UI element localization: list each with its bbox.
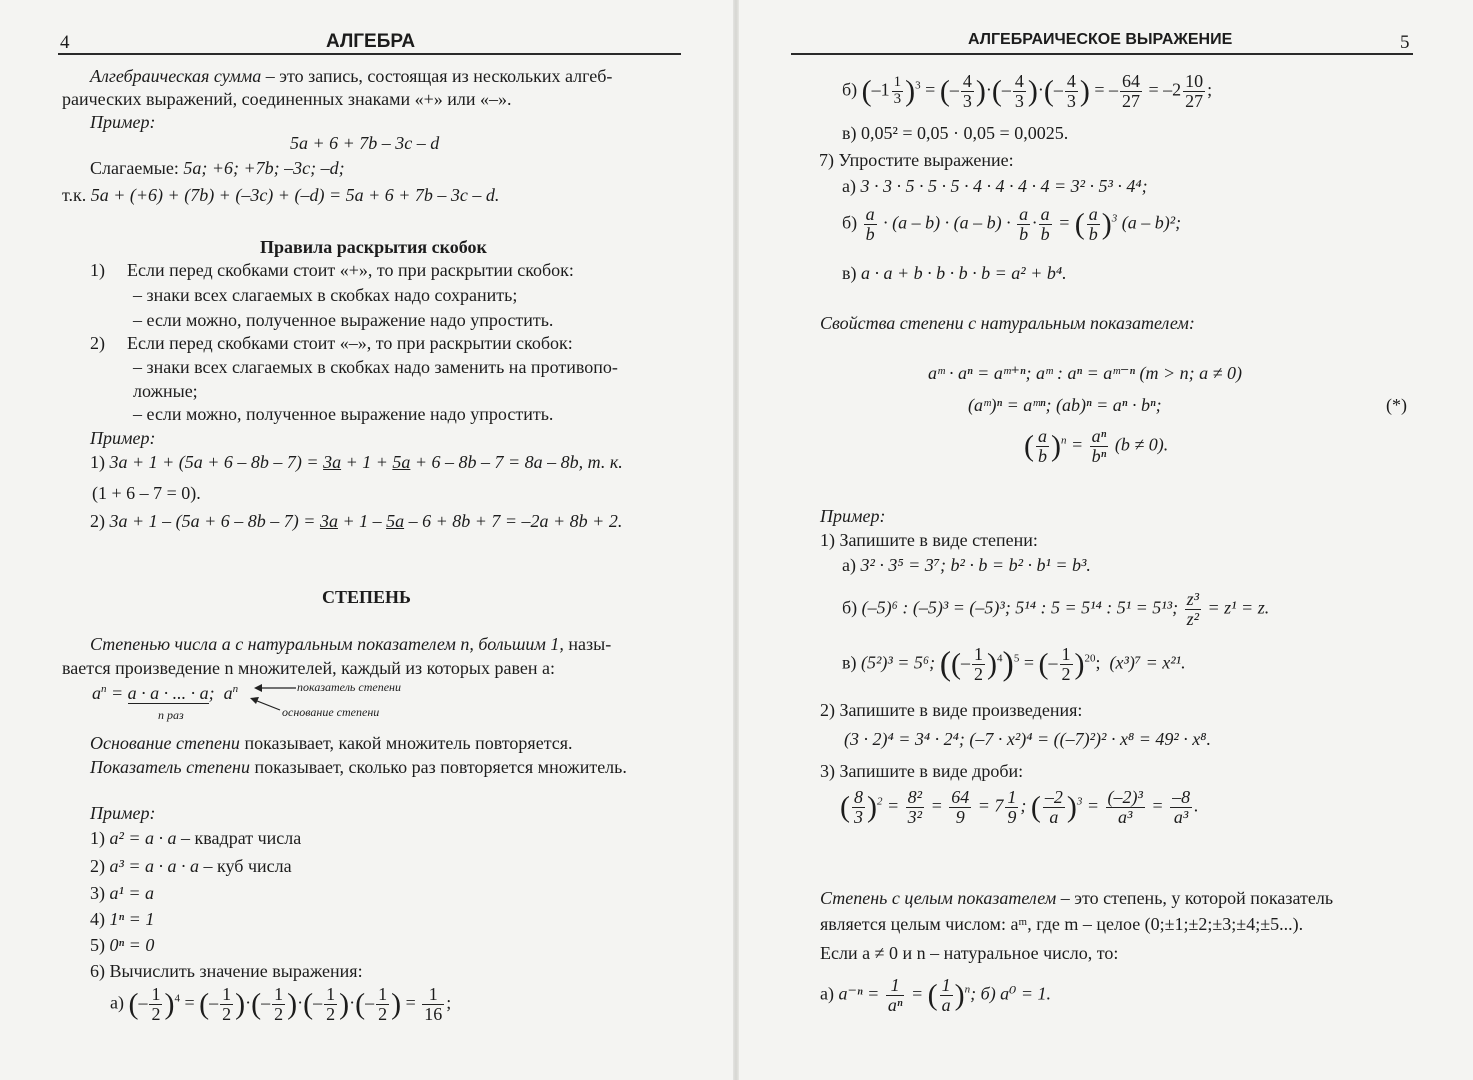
calc-example-b: б) (–1 $\frac{1}{3}$ )$^3$ = (– $\frac{4}{3}$ )·(– $\frac{4}{3}$ )·(– $\frac{4}{3}$ ) = – $\frac{64}{27}$ = –2 $\frac{10}{27}$ ; (842, 71, 1213, 111)
calc-example-v: в) 0,05² = 0,05 · 0,05 = 0,0025. (842, 123, 1069, 143)
rule1-number: 1) (90, 260, 105, 280)
write-power-question: 1) Запишите в виде степени: (820, 530, 1038, 550)
rule2-text: Если перед скобками стоит «–», то при раскрытии скобок: (127, 333, 573, 353)
exponent-explanation: Показатель степени показывает, сколько раз повторяется множитель. (90, 757, 627, 777)
rule1-text: Если перед скобками стоит «+», то при раскрытии скобок: (127, 260, 574, 280)
integer-power-line3: Если a ≠ 0 и n – натуральное число, то: (820, 943, 1119, 963)
power-example-2: 2) a³ = a · a · a – куб числа (90, 856, 292, 876)
power-formula: $a^n = a \cdot a$ · ... · a; $a^n$ (92, 683, 239, 703)
rule2-point-a: – знаки всех слагаемых в скобках надо заменить на противопо- (133, 357, 618, 377)
rule1-point-a: – знаки всех слагаемых в скобках надо сохранить; (133, 285, 518, 305)
base-annotation: основание степени (282, 705, 380, 719)
write-product-question: 2) Запишите в виде произведения: (820, 700, 1083, 720)
integer-power-line1: Степень с целым показателем – это степень, у которой показатель (820, 888, 1334, 908)
property-line-2: (aᵐ)ⁿ = aᵐⁿ; (ab)ⁿ = aⁿ · bⁿ; (968, 395, 1162, 415)
power-example-5: 5) 0ⁿ = 0 (90, 935, 155, 955)
simplify-v: в) a · a + b · b · b · b = a² + b⁴. (842, 263, 1067, 283)
rule2-point-a-cont: ложные; (133, 381, 198, 401)
base-explanation: Основание степени показывает, какой множитель повторяется. (90, 733, 573, 753)
bracket-example-1: 1) 3a + 1 + (5a + 6 – 8b – 7) = 3a + 1 + 5a + 6 – 8b – 7 = 8a – 8b, т. к. (90, 452, 623, 472)
left-page (0, 0, 736, 1080)
left-header-rule (58, 53, 681, 55)
right-page-number: 5 (1400, 32, 1410, 53)
write-fraction-question: 3) Запишите в виде дроби: (820, 761, 1024, 781)
bracket-example-2: 2) 3a + 1 – (5a + 6 – 8b – 7) = 3a + 1 – 5a – 6 + 8b + 7 = –2a + 8b + 2. (90, 511, 623, 531)
example-label-right: Пример: (820, 506, 886, 526)
property-line-3: ( $\frac{a}{b}$ )$^n$ = $\frac{\text{aⁿ}}{\text{bⁿ}}$ (b ≠ 0). (1024, 426, 1169, 466)
properties-title: Свойства степени с натуральным показателем: (820, 313, 1195, 333)
rule2-point-b: – если можно, полученное выражение надо упростить. (133, 404, 554, 424)
example-label-1: Пример: (90, 112, 156, 132)
write-fraction-expr: ( $\frac{8}{3}$ )$^2$ = $\frac{\text{8²}}{\text{3²}}$ = $\frac{64}{9}$ = 7 $\frac{1}{9}$ ; ( $\frac{-2}{a}$ )$^3$ = $\frac{\text{(–2)³}}{\text{a³}}$ = $\frac{-8}{\text{a³}}$ . (840, 787, 1199, 827)
alg-sum-line2: раических выражений, соединенных знаками «+» или «–». (62, 89, 512, 109)
left-header-title: АЛГЕБРА (326, 31, 416, 52)
integer-power-line2: является целым числом: aᵐ, где m – целое (0;±1;±2;±3;±4;±5...). (820, 914, 1304, 934)
simplify-a: а) 3 · 3 · 5 · 5 · 5 · 4 · 4 · 4 · 4 = 3² · 5³ · 4⁴; (842, 176, 1148, 196)
rule1-point-b: – если можно, полученное выражение надо упростить. (133, 310, 554, 330)
exponent-annotation: показатель степени (297, 680, 401, 694)
power-definition-line2: вается произведение n множителей, каждый из которых равен a: (62, 658, 555, 678)
power-section-title: СТЕПЕНЬ (322, 587, 411, 607)
rules-title: Правила раскрытия скобок (260, 237, 487, 257)
left-page-number: 4 (60, 32, 70, 53)
power-example-6: 6) Вычислить значение выражения: (90, 961, 363, 981)
example-label-3: Пример: (90, 803, 156, 823)
write-power-b: б) (–5)⁶ : (–5)³ = (–5)³; 5¹⁴ : 5 = 5¹⁴ : 5¹ = 5¹³; $\frac{\text{z³}}{\text{z²}}$ = z¹ = z. (842, 589, 1270, 629)
right-page (736, 0, 1473, 1080)
write-power-v: в) (5²)³ = 5⁶; ((– $\frac{1}{2}$ )$^4$)$^5$ = (– $\frac{1}{2}$ )$^{20}$; (x³)⁷ = x²¹. (842, 644, 1186, 684)
power-example-4: 4) 1ⁿ = 1 (90, 909, 155, 929)
integer-power-formula: а) a⁻ⁿ = $\frac{1}{\text{aⁿ}}$ = ( $\frac{1}{a}$ )$^n$; б) a⁰ = 1. (820, 975, 1052, 1015)
power-example-1: 1) a² = a · a – квадрат числа (90, 828, 302, 848)
because-line: т.к. 5a + (+6) + (7b) + (–3c) + (–d) = 5a + 6 + 7b – 3c – d. (62, 185, 500, 205)
power-example-3: 3) a¹ = a (90, 883, 155, 903)
summands-line: Слагаемые: 5a; +6; +7b; –3c; –d; (90, 158, 345, 178)
example-label-2: Пример: (90, 428, 156, 448)
power-example-6a: а) (– $\frac{1}{2}$ )$^4$ = (– $\frac{1}{2}$ )·(– $\frac{1}{2}$ )·(– $\frac{1}{2}$ )·(– $\frac{1}{2}$ ) = $\frac{1}{16}$ ; (110, 984, 452, 1024)
simplify-question: 7) Упростите выражение: (819, 150, 1014, 170)
bracket-example-1-note: (1 + 6 – 7 = 0). (92, 483, 201, 503)
rule2-number: 2) (90, 333, 105, 353)
simplify-b: б) $\frac{a}{b}$ · (a – b) · (a – b) · $\frac{a}{b}$ · $\frac{a}{b}$ = ( $\frac{a}{b}$ )$^3$ (a – b)²; (842, 204, 1182, 244)
write-product-expr: (3 · 2)⁴ = 3⁴ · 2⁴; (–7 · x²)⁴ = ((–7)²)² · x⁸ = 49² · x⁸. (844, 729, 1211, 749)
property-line-1: aᵐ · aⁿ = aᵐ⁺ⁿ; aᵐ : aⁿ = aᵐ⁻ⁿ (m > n; a ≠ 0) (928, 363, 1242, 383)
main-expression: 5a + 6 + 7b – 3c – d (290, 133, 440, 153)
n-times-label: n раз (158, 708, 184, 722)
power-definition-line1: Степенью числа a с натуральным показателем n, большим 1, назы- (90, 634, 612, 654)
write-power-a: а) 3² · 3⁵ = 3⁷; b² · b = b² · b¹ = b³. (842, 555, 1091, 575)
right-header-title: АЛГЕБРАИЧЕСКОЕ ВЫРАЖЕНИЕ (968, 31, 1233, 48)
alg-sum-line1: Алгебраическая сумма – это запись, состоящая из нескольких алгеб- (90, 66, 613, 86)
right-header-rule (791, 53, 1413, 55)
property-mark-star: (*) (1386, 395, 1407, 415)
